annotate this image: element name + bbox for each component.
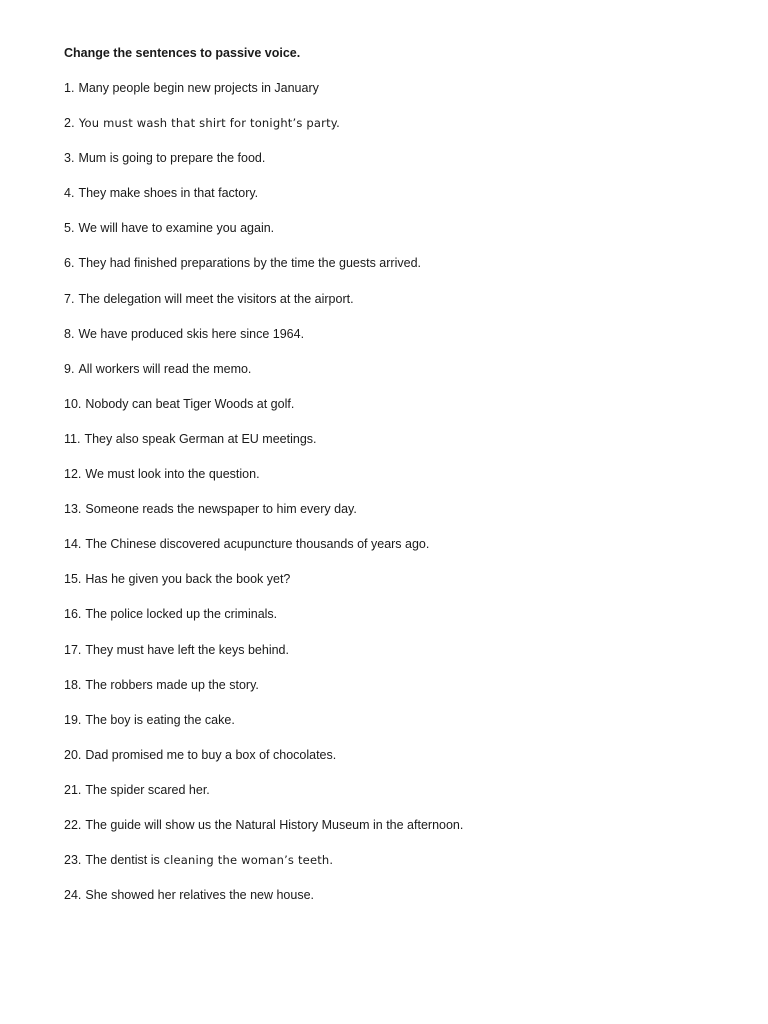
sentence-number: 2.: [64, 116, 75, 131]
sentence-text: We must look into the question.: [85, 467, 260, 482]
sentence-number: 11.: [64, 431, 81, 446]
worksheet-title: Change the sentences to passive voice.: [64, 46, 301, 60]
sentence-number: 20.: [64, 747, 82, 762]
sentence-text: Many people begin new projects in January: [78, 81, 319, 95]
sentence-item: [64, 852, 463, 887]
sentence-number: 5.: [64, 221, 75, 236]
sentence-number: 7.: [64, 291, 75, 306]
sentence-text: The boy is eating the cake.: [85, 712, 235, 727]
sentence-number: 16.: [64, 607, 82, 622]
sentence-text: Has he given you back the book yet?: [85, 572, 291, 587]
sentence-text: We have produced skis here since 1964.: [78, 326, 305, 341]
sentence-item: [64, 466, 463, 501]
sentence-text: The robbers made up the story.: [85, 677, 259, 692]
sentence-text: The delegation will meet the visitors at the airport.: [78, 291, 354, 306]
sentence-item: [64, 291, 463, 326]
sentence-number: 12.: [64, 467, 82, 482]
sentence-number: 10.: [64, 396, 82, 411]
sentence-number: 14.: [64, 537, 82, 552]
sentence-item: [64, 220, 463, 255]
sentence-number: 13.: [64, 502, 82, 517]
sentence-text: They had finished preparations by the time the guests arrived.: [78, 256, 421, 271]
sentence-item: [64, 817, 463, 852]
sentence-number: 19.: [64, 712, 82, 727]
sentence-text: Mum is going to prepare the food.: [78, 151, 266, 166]
sentence-number: 24.: [64, 888, 82, 903]
sentence-text: We will have to examine you again.: [78, 221, 275, 236]
sentence-item: [64, 887, 463, 922]
sentence-text: The dentist is: [85, 853, 160, 868]
sentence-number: 1.: [64, 81, 75, 95]
sentence-number: 21.: [64, 782, 82, 797]
sentence-number: 23.: [64, 853, 82, 868]
sentence-text: Dad promised me to buy a box of chocolates.: [85, 747, 337, 762]
sentence-item: [64, 396, 463, 431]
sentence-number: 8.: [64, 326, 75, 341]
sentence-number: 18.: [64, 677, 82, 692]
sentence-text: Someone reads the newspaper to him every day.: [85, 502, 357, 517]
sentence-item: [64, 80, 463, 115]
sentence-item: [64, 185, 463, 220]
sentence-number: 9.: [64, 361, 75, 376]
sentence-item: [64, 431, 463, 466]
sentence-text: Nobody can beat Tiger Woods at golf.: [85, 396, 295, 411]
sentence-item: [64, 361, 463, 396]
sentence-item: [64, 606, 463, 641]
sentence-item: [64, 712, 463, 747]
sentence-item: [64, 642, 463, 677]
sentence-item: [64, 747, 463, 782]
sentence-item: [64, 115, 463, 150]
sentence-item: [64, 501, 463, 536]
sentence-number: 17.: [64, 642, 82, 657]
sentence-number: 15.: [64, 572, 82, 587]
sentence-text: The police locked up the criminals.: [85, 607, 278, 622]
sentence-number: 4.: [64, 186, 75, 201]
sentence-text: They make shoes in that factory.: [78, 186, 259, 201]
sentence-number: 3.: [64, 151, 75, 166]
sentence-item: [64, 571, 463, 606]
sentence-item: [64, 326, 463, 361]
sentence-text: They must have left the keys behind.: [85, 642, 289, 657]
sentence-item: [64, 677, 463, 712]
sentence-text: The spider scared her.: [85, 782, 210, 797]
sentence-text-continued: cleaning the woman’s teeth.: [159, 853, 334, 868]
sentence-item: [64, 782, 463, 817]
sentence-number: 22.: [64, 817, 82, 832]
sentence-text: You must wash that shirt for tonight’s party.: [78, 116, 341, 131]
sentence-text: She showed her relatives the new house.: [85, 888, 315, 903]
sentence-number: 6.: [64, 256, 75, 271]
sentence-item: [64, 536, 463, 571]
sentence-text: All workers will read the memo.: [78, 361, 252, 376]
sentence-item: [64, 150, 463, 185]
sentence-text: They also speak German at EU meetings.: [84, 431, 317, 446]
sentence-item: [64, 255, 463, 290]
sentence-text: The guide will show us the Natural History Museum in the afternoon.: [85, 817, 464, 832]
sentence-list: [64, 80, 463, 922]
sentence-text: The Chinese discovered acupuncture thousands of years ago.: [85, 537, 430, 552]
